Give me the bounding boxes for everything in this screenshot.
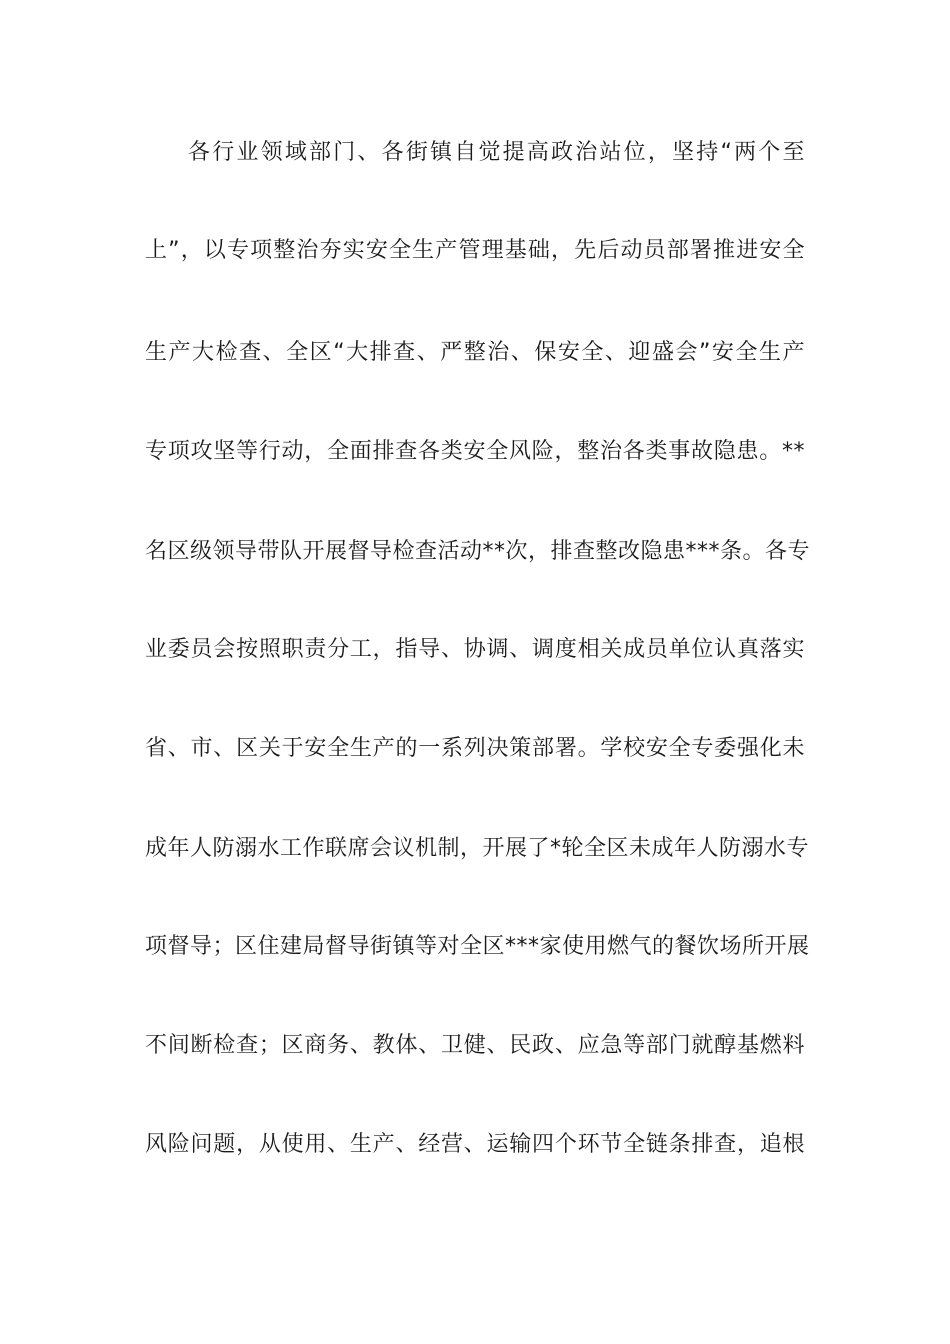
paragraph-line-6: 业委员会按照职责分工，指导、协调、调度相关成员单位认真落实 bbox=[145, 637, 805, 662]
paragraph-line-8: 成年人防溺水工作联席会议机制，开展了*轮全区未成年人防溺水专 bbox=[145, 836, 810, 861]
paragraph-line-5: 名区级领导带队开展督导检查活动**次，排查整改隐患***条。各专 bbox=[145, 539, 811, 564]
paragraph-line-4: 专项攻坚等行动，全面排查各类安全风险，整治各类事故隐患。** bbox=[145, 439, 805, 464]
paragraph-line-11: 风险问题，从使用、生产、经营、运输四个环节全链条排查，追根 bbox=[145, 1132, 805, 1157]
paragraph-line-2: 上”，以专项整治夯实安全生产管理基础，先后动员部署推进安全 bbox=[145, 238, 805, 263]
paragraph-line-10: 不间断检查；区商务、教体、卫健、民政、应急等部门就醇基燃料 bbox=[145, 1033, 805, 1058]
paragraph-line-7: 省、市、区关于安全生产的一系列决策部署。学校安全专委强化未 bbox=[145, 736, 805, 761]
paragraph-line-3: 生产大检查、全区“大排查、严整治、保安全、迎盛会”安全生产 bbox=[145, 340, 805, 365]
paragraph-line-9: 项督导；区住建局督导街镇等对全区***家使用燃气的餐饮场所开展 bbox=[145, 934, 810, 959]
paragraph-line-1: 各行业领域部门、各街镇自觉提高政治站位，坚持“两个至 bbox=[188, 140, 805, 165]
